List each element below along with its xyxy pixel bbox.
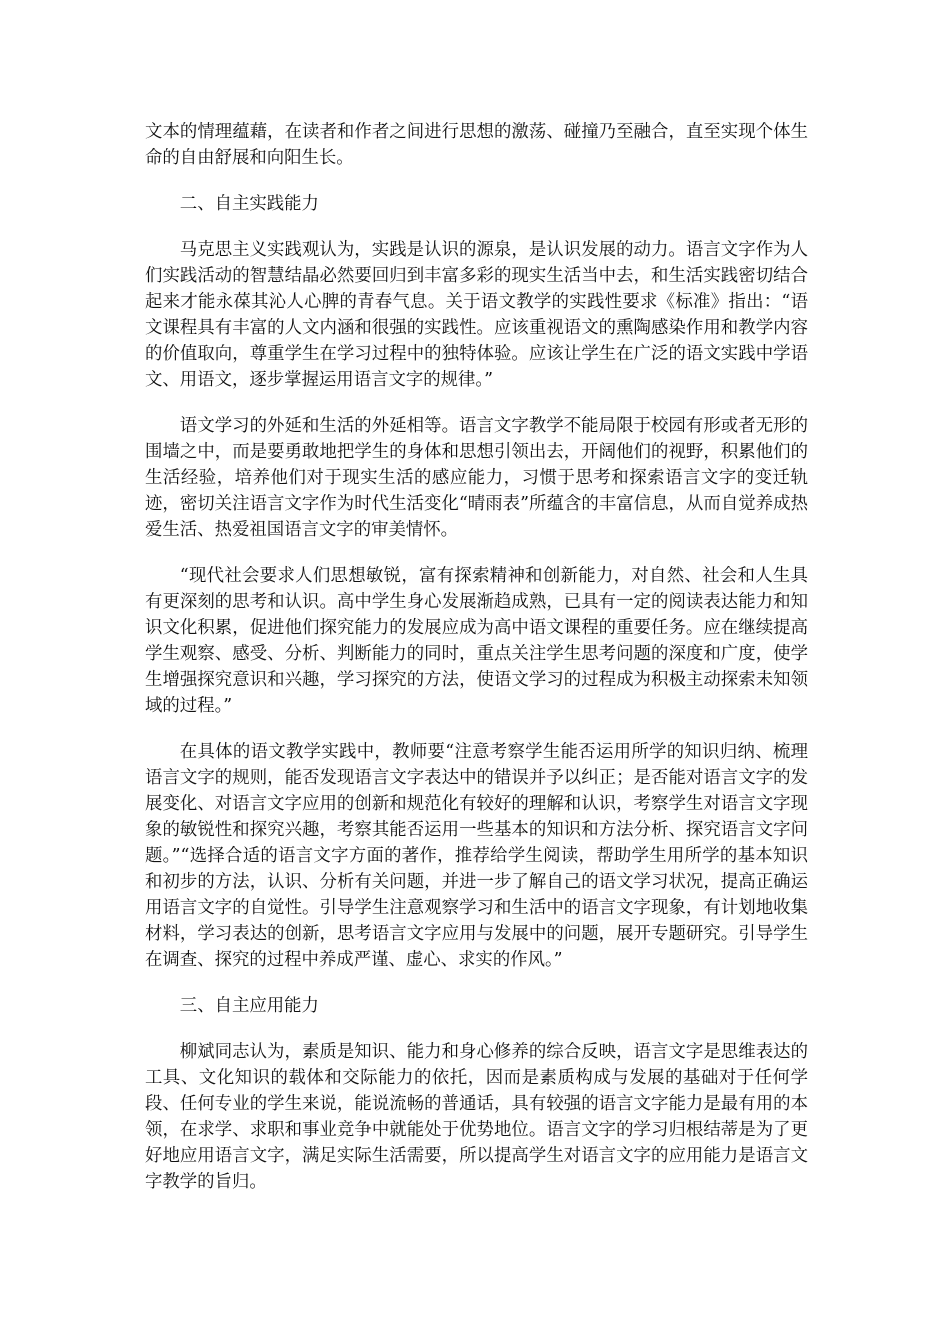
paragraph-continuation: 文本的情理蕴藉，在读者和作者之间进行思想的激荡、碰撞乃至融合，直至实现个体生命的自由舒展和向阳生长。 xyxy=(145,122,808,168)
section-heading-application: 三、自主应用能力 xyxy=(179,996,319,1016)
document-body xyxy=(145,119,808,1215)
paragraph-application-ability: 柳斌同志认为，素质是知识、能力和身心修养的综合反映，语言文字是思维表达的工具、文化知识的载体和交际能力的依托，因而是素质构成与发展的基础对于任何学段、任何专业的学生来说，能说流畅的普通话，具有较强的语言文字能力是最有用的本领，在求学、求职和事业竞争中就能处于优势地位。语言文字的学习归根结蒂是为了更好地应用语言文字，满足实际生活需要，所以提高学生对语言文字的应用能力是语言文字教学的旨归。 xyxy=(145,1042,808,1192)
section-heading-practice: 二、自主实践能力 xyxy=(179,194,319,214)
paragraph-practice-theory: 马克思主义实践观认为，实践是认识的源泉，是认识发展的动力。语言文字作为人们实践活动的智慧结晶必然要回归到丰富多彩的现实生活当中去，和生活实践密切结合起来才能永葆其沁人心脾的青春气息。关于语文教学的实践性要求《标准》指出：“语文课程具有丰富的人文内涵和很强的实践性。应该重视语文的熏陶感染作用和教学内容的价值取向，尊重学生在学习过程中的独特体验。应该让学生在广泛的语文实践中学语文、用语文，逐步掌握运用语言文字的规律。” xyxy=(145,240,808,390)
paragraph-modern-society-quote: “现代社会要求人们思想敏锐，富有探索精神和创新能力，对自然、社会和人生具有更深刻的思考和认识。高中学生身心发展渐趋成熟，已具有一定的阅读表达能力和知识文化积累，促进他们探究能力的发展应成为高中语文课程的重要任务。应在继续提高学生观察、感受、分析、判断能力的同时，重点关注学生思考问题的深度和广度，使学生增强探究意识和兴趣，学习探究的方法，使语文学习的过程成为积极主动探索未知领域的过程。” xyxy=(145,566,808,716)
paragraph-teaching-practice: 在具体的语文教学实践中，教师要“注意考察学生能否运用所学的知识归纳、梳理语言文字的规则，能否发现语言文字表达中的错误并予以纠正；是否能对语言文字的发展变化、对语言文字应用的创新和规范化有较好的理解和认识，考察学生对语言文字现象的敏锐性和探究兴趣，考察其能否运用一些基本的知识和方法分析、探究语言文字问题。”“选择合适的语言文字方面的著作，推荐给学生阅读，帮助学生用所学的基本知识和初步的方法，认识、分析有关问题，并进一步了解自己的语文学习状况，提高正确运用语言文字的自觉性。引导学生注意观察学习和生活中的语言文字现象，有计划地收集材料，学习表达的创新，思考语言文字应用与发展中的问题，展开专题研究。引导学生在调查、探究的过程中养成严谨、虚心、求实的作风。” xyxy=(145,742,808,970)
paragraph-learning-extension: 语文学习的外延和生活的外延相等。语言文字教学不能局限于校园有形或者无形的围墙之中，而是要勇敢地把学生的身体和思想引领出去，开阔他们的视野，积累他们的生活经验，培养他们对于现实生活的感应能力，习惯于思考和探索语言文字的变迁轨迹，密切关注语言文字作为时代生活变化“晴雨表”所蕴含的丰富信息，从而自觉养成热爱生活、热爱祖国语言文字的审美情怀。 xyxy=(145,416,808,540)
